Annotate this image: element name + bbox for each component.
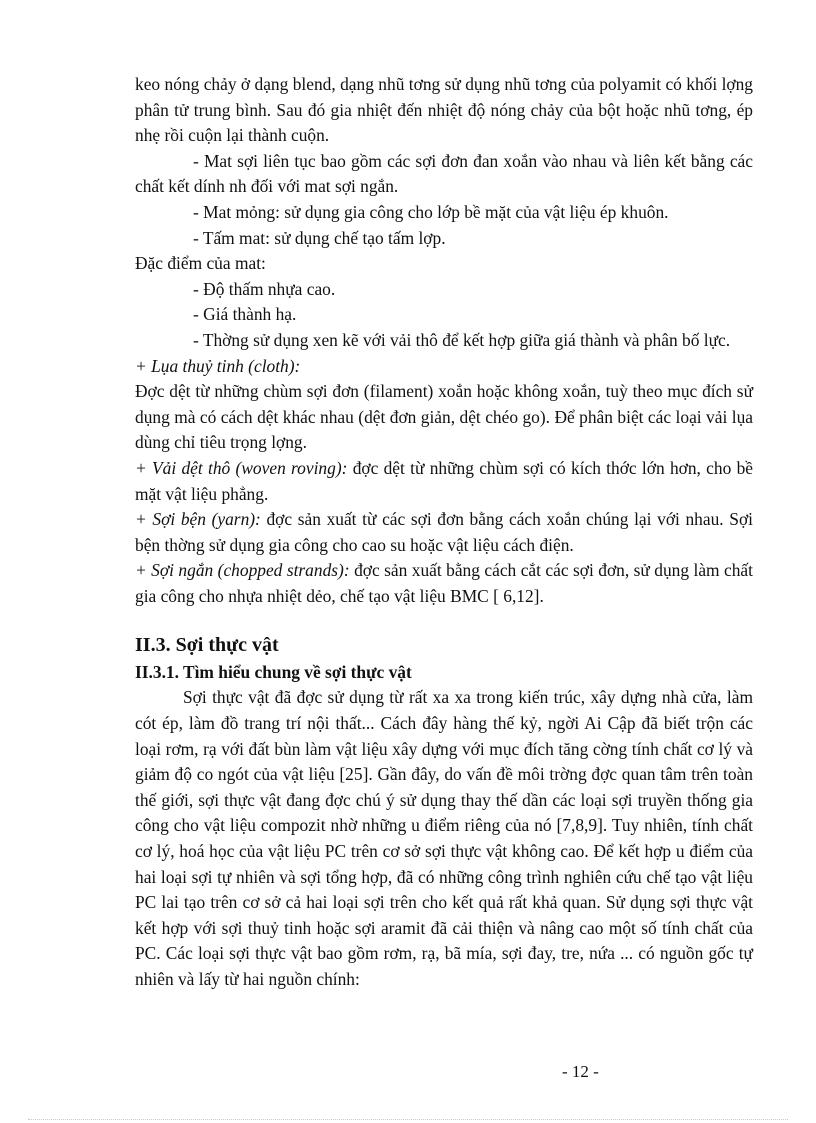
paragraph: - Độ thấm nhựa cao. xyxy=(193,278,336,299)
chopped-text: đợc sản xuất bằng cách cắt các sợi đơn, sử dụng làm chất gia công cho nhựa nhiệt dẻo, chế tạo vật liệu BMC [ 6,12]. xyxy=(135,560,753,606)
page-bottom-divider xyxy=(28,1119,788,1120)
body-paragraph: Sợi thực vật đã đợc sử dụng từ rất xa xa trong kiến trúc, xây dựng nhà cửa, làm cót ép, làm đồ trang trí nội thất... Cách đây hàng thế kỷ, ngời Ai Cập đã biết trộn các loại rơm, rạ với đất bùn làm vật liệu xây dựng với mục đích tăng cờng tính chất cơ lý và giảm độ co ngót của vật liệu [25]. Gần đây, do vấn đề môi trờng đợc quan tâm trên toàn thế giới, sợi thực vật đang đợc chú ý sử dụng thay thế dần các loại sợi truyền thống gia công cho vật liệu compozit nhờ những u điểm riêng của nó [7,8,9]. Tuy nhiên, tính chất cơ lý, hoá học của vật liệu PC trên cơ sở sợi thực vật không cao. Để kết hợp u điểm của hai loại sợi tự nhiên và sợi tổng hợp, đã có những công trình nghiên cứu chế tạo vật liệu PC lai tạo trên cơ sở cả hai loại sợi trên cho kết quả rất khả quan. Sử dụng sợi thực vật kết hợp với sợi thuỷ tinh hoặc sợi aramit đã cải thiện và nâng cao một số tính chất của PC. Các loại sợi thực vật bao gồm rơm, rạ, bã mía, sợi đay, tre, nứa ... có nguồn gốc tự nhiên và lấy từ hai nguồn chính: xyxy=(135,687,753,989)
paragraph: - Thờng sử dụng xen kẽ với vải thô để kết hợp giữa giá thành và phân bố lực. xyxy=(193,329,731,350)
woven-text: đợc dệt từ những chùm sợi có kích thớc lớn hơn, cho bề mặt vật liệu phẳng. xyxy=(135,457,753,504)
paragraph: - Giá thành hạ. xyxy=(193,304,297,325)
paragraph: - Mat mỏng: sử dụng gia công cho lớp bề mặt của vật liệu ép khuôn. xyxy=(193,201,669,222)
document-page xyxy=(135,72,753,993)
subsection-title: II.3.1. Tìm hiểu chung về sợi thực vật xyxy=(135,662,412,683)
page-number: - 12 - xyxy=(562,1062,599,1081)
yarn-text: đợc sản xuất từ các sợi đơn bằng cách xoắn chúng lại với nhau. Sợi bện thờng sử dụng gia công cho cao su hoặc vật liệu cách điện. xyxy=(135,509,753,555)
paragraph: - Mat sợi liên tục bao gồm các sợi đơn đan xoắn vào nhau và liên kết bằng các chất kết dính nh đối với mat sợi ngắn. xyxy=(135,150,753,197)
yarn-lead: + Sợi bện (yarn): xyxy=(135,509,261,530)
cloth-heading: + Lụa thuỷ tinh (cloth): xyxy=(135,355,301,376)
yarn-paragraph xyxy=(135,507,753,558)
woven-lead: + Vải dệt thô (woven roving): xyxy=(135,457,348,478)
woven-paragraph xyxy=(135,456,753,507)
section-title: II.3. Sợi thực vật xyxy=(135,634,279,657)
paragraph: keo nóng chảy ở dạng blend, dạng nhũ tơng sử dụng nhũ tơng của polyamit có khối lợng phân tử trung bình. Sau đó gia nhiệt đến nhiệt độ nóng chảy của bột hoặc nhũ tơng, ép nhẹ rồi cuộn lại thành cuộn. xyxy=(135,74,753,146)
cloth-paragraph: Đợc dệt từ những chùm sợi đơn (filament) xoắn hoặc không xoắn, tuỳ theo mục đích sử dụng mà có cách dệt khác nhau (dệt đơn giản, dệt chéo go). Để phân biệt các loại vải lụa dùng chỉ tiêu trọng lợng. xyxy=(135,381,753,453)
chopped-paragraph xyxy=(135,558,753,609)
paragraph: Đặc điểm của mat: xyxy=(135,253,266,274)
chopped-lead: + Sợi ngắn (chopped strands): xyxy=(135,560,350,581)
paragraph: - Tấm mat: sử dụng chế tạo tấm lợp. xyxy=(193,227,446,248)
